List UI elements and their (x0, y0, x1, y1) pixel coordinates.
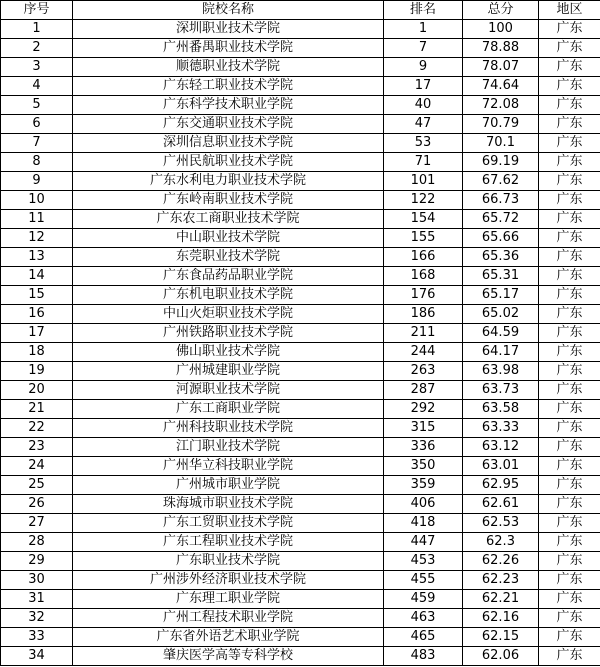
table-row (1, 362, 600, 381)
table-row (1, 324, 600, 343)
cell-rank: 47 (384, 115, 463, 134)
cell-index: 29 (1, 552, 73, 571)
cell-score: 62.26 (463, 552, 539, 571)
cell-name: 广州铁路职业技术学院 (73, 324, 384, 343)
cell-name: 广东省外语艺术职业学院 (73, 628, 384, 647)
cell-region: 广东 (539, 533, 600, 552)
cell-rank: 350 (384, 457, 463, 476)
cell-region: 广东 (539, 191, 600, 210)
table-row (1, 590, 600, 609)
table-row (1, 210, 600, 229)
cell-rank: 459 (384, 590, 463, 609)
cell-region: 广东 (539, 552, 600, 571)
table-row (1, 400, 600, 419)
cell-name: 广东交通职业技术学院 (73, 115, 384, 134)
cell-name: 珠海城市职业技术学院 (73, 495, 384, 514)
cell-name: 广东食品药品职业学院 (73, 267, 384, 286)
table-row (1, 438, 600, 457)
table-row (1, 267, 600, 286)
table-row (1, 115, 600, 134)
cell-score: 67.62 (463, 172, 539, 191)
cell-name: 广东轻工职业技术学院 (73, 77, 384, 96)
header-row (1, 1, 600, 20)
cell-index: 14 (1, 267, 73, 286)
cell-name: 广东岭南职业技术学院 (73, 191, 384, 210)
table-row (1, 609, 600, 628)
cell-score: 63.33 (463, 419, 539, 438)
cell-rank: 122 (384, 191, 463, 210)
cell-index: 8 (1, 153, 73, 172)
cell-index: 5 (1, 96, 73, 115)
cell-rank: 244 (384, 343, 463, 362)
cell-score: 63.12 (463, 438, 539, 457)
table-row (1, 305, 600, 324)
cell-rank: 263 (384, 362, 463, 381)
cell-region: 广东 (539, 381, 600, 400)
cell-score: 63.98 (463, 362, 539, 381)
cell-region: 广东 (539, 590, 600, 609)
cell-region: 广东 (539, 248, 600, 267)
cell-index: 22 (1, 419, 73, 438)
cell-index: 23 (1, 438, 73, 457)
cell-rank: 71 (384, 153, 463, 172)
cell-index: 21 (1, 400, 73, 419)
cell-name: 广州华立科技职业学院 (73, 457, 384, 476)
cell-name: 河源职业技术学院 (73, 381, 384, 400)
cell-index: 16 (1, 305, 73, 324)
cell-name: 广东工贸职业技术学院 (73, 514, 384, 533)
table-row (1, 39, 600, 58)
cell-name: 佛山职业技术学院 (73, 343, 384, 362)
cell-score: 78.07 (463, 58, 539, 77)
cell-region: 广东 (539, 647, 600, 666)
cell-index: 28 (1, 533, 73, 552)
cell-score: 65.72 (463, 210, 539, 229)
cell-name: 广州城市职业学院 (73, 476, 384, 495)
cell-index: 9 (1, 172, 73, 191)
cell-region: 广东 (539, 153, 600, 172)
cell-score: 64.59 (463, 324, 539, 343)
cell-rank: 465 (384, 628, 463, 647)
cell-score: 66.73 (463, 191, 539, 210)
header-region: 地区 (539, 1, 600, 20)
cell-score: 65.66 (463, 229, 539, 248)
cell-rank: 17 (384, 77, 463, 96)
cell-region: 广东 (539, 286, 600, 305)
header-name: 院校名称 (73, 1, 384, 20)
cell-rank: 292 (384, 400, 463, 419)
cell-index: 26 (1, 495, 73, 514)
cell-name: 广州民航职业技术学院 (73, 153, 384, 172)
table-row (1, 153, 600, 172)
cell-region: 广东 (539, 362, 600, 381)
cell-region: 广东 (539, 305, 600, 324)
cell-rank: 453 (384, 552, 463, 571)
cell-region: 广东 (539, 324, 600, 343)
cell-index: 1 (1, 20, 73, 39)
cell-index: 31 (1, 590, 73, 609)
cell-region: 广东 (539, 58, 600, 77)
cell-name: 广东农工商职业技术学院 (73, 210, 384, 229)
cell-score: 69.19 (463, 153, 539, 172)
cell-name: 广东水利电力职业技术学院 (73, 172, 384, 191)
cell-name: 深圳职业技术学院 (73, 20, 384, 39)
cell-index: 4 (1, 77, 73, 96)
cell-score: 63.01 (463, 457, 539, 476)
cell-index: 10 (1, 191, 73, 210)
cell-rank: 418 (384, 514, 463, 533)
cell-score: 63.58 (463, 400, 539, 419)
cell-name: 广东工程职业技术学院 (73, 533, 384, 552)
cell-rank: 40 (384, 96, 463, 115)
cell-rank: 101 (384, 172, 463, 191)
cell-rank: 155 (384, 229, 463, 248)
cell-score: 70.1 (463, 134, 539, 153)
cell-score: 100 (463, 20, 539, 39)
cell-region: 广东 (539, 628, 600, 647)
cell-name: 广东工商职业学院 (73, 400, 384, 419)
cell-index: 11 (1, 210, 73, 229)
cell-region: 广东 (539, 495, 600, 514)
cell-index: 6 (1, 115, 73, 134)
cell-index: 2 (1, 39, 73, 58)
table-row (1, 58, 600, 77)
cell-score: 62.23 (463, 571, 539, 590)
cell-index: 20 (1, 381, 73, 400)
cell-name: 广东科学技术职业学院 (73, 96, 384, 115)
cell-region: 广东 (539, 514, 600, 533)
cell-score: 65.36 (463, 248, 539, 267)
cell-region: 广东 (539, 419, 600, 438)
cell-rank: 186 (384, 305, 463, 324)
cell-index: 27 (1, 514, 73, 533)
cell-score: 64.17 (463, 343, 539, 362)
cell-index: 30 (1, 571, 73, 590)
table-row (1, 628, 600, 647)
cell-score: 62.21 (463, 590, 539, 609)
cell-region: 广东 (539, 229, 600, 248)
cell-rank: 463 (384, 609, 463, 628)
cell-index: 15 (1, 286, 73, 305)
cell-index: 25 (1, 476, 73, 495)
cell-score: 62.16 (463, 609, 539, 628)
cell-rank: 287 (384, 381, 463, 400)
cell-index: 33 (1, 628, 73, 647)
cell-name: 广州涉外经济职业技术学院 (73, 571, 384, 590)
table-row (1, 647, 600, 666)
cell-rank: 336 (384, 438, 463, 457)
cell-score: 78.88 (463, 39, 539, 58)
cell-rank: 154 (384, 210, 463, 229)
cell-index: 7 (1, 134, 73, 153)
cell-index: 24 (1, 457, 73, 476)
table-row (1, 419, 600, 438)
cell-rank: 455 (384, 571, 463, 590)
cell-score: 72.08 (463, 96, 539, 115)
header-score: 总分 (463, 1, 539, 20)
cell-region: 广东 (539, 172, 600, 191)
table-row (1, 134, 600, 153)
table-row (1, 381, 600, 400)
table-row (1, 476, 600, 495)
cell-rank: 7 (384, 39, 463, 58)
cell-region: 广东 (539, 96, 600, 115)
cell-score: 62.15 (463, 628, 539, 647)
cell-rank: 211 (384, 324, 463, 343)
table-row (1, 343, 600, 362)
cell-name: 广州城建职业学院 (73, 362, 384, 381)
cell-index: 19 (1, 362, 73, 381)
cell-region: 广东 (539, 267, 600, 286)
cell-region: 广东 (539, 39, 600, 58)
cell-region: 广东 (539, 476, 600, 495)
table-row (1, 457, 600, 476)
cell-rank: 1 (384, 20, 463, 39)
cell-score: 65.17 (463, 286, 539, 305)
cell-score: 62.53 (463, 514, 539, 533)
cell-rank: 447 (384, 533, 463, 552)
cell-index: 34 (1, 647, 73, 666)
table-row (1, 172, 600, 191)
cell-name: 中山职业技术学院 (73, 229, 384, 248)
table-row (1, 248, 600, 267)
cell-score: 63.73 (463, 381, 539, 400)
cell-score: 65.02 (463, 305, 539, 324)
cell-region: 广东 (539, 400, 600, 419)
cell-region: 广东 (539, 134, 600, 153)
cell-score: 62.3 (463, 533, 539, 552)
cell-rank: 406 (384, 495, 463, 514)
header-index: 序号 (1, 1, 73, 20)
cell-index: 32 (1, 609, 73, 628)
cell-region: 广东 (539, 609, 600, 628)
cell-name: 广东职业技术学院 (73, 552, 384, 571)
cell-score: 62.61 (463, 495, 539, 514)
cell-name: 江门职业技术学院 (73, 438, 384, 457)
table-row (1, 514, 600, 533)
cell-region: 广东 (539, 77, 600, 96)
cell-region: 广东 (539, 115, 600, 134)
cell-name: 中山火炬职业技术学院 (73, 305, 384, 324)
cell-score: 74.64 (463, 77, 539, 96)
cell-rank: 166 (384, 248, 463, 267)
cell-name: 东莞职业技术学院 (73, 248, 384, 267)
cell-index: 13 (1, 248, 73, 267)
table-row (1, 191, 600, 210)
cell-score: 70.79 (463, 115, 539, 134)
cell-region: 广东 (539, 343, 600, 362)
cell-name: 广东理工职业学院 (73, 590, 384, 609)
cell-score: 62.06 (463, 647, 539, 666)
table-row (1, 571, 600, 590)
cell-rank: 176 (384, 286, 463, 305)
cell-name: 广州科技职业技术学院 (73, 419, 384, 438)
cell-rank: 168 (384, 267, 463, 286)
cell-score: 62.95 (463, 476, 539, 495)
cell-rank: 483 (384, 647, 463, 666)
cell-rank: 9 (384, 58, 463, 77)
cell-name: 广东机电职业技术学院 (73, 286, 384, 305)
table-row (1, 495, 600, 514)
cell-name: 顺德职业技术学院 (73, 58, 384, 77)
cell-index: 17 (1, 324, 73, 343)
cell-region: 广东 (539, 571, 600, 590)
table-row (1, 96, 600, 115)
table-row (1, 77, 600, 96)
cell-index: 12 (1, 229, 73, 248)
cell-name: 广州工程技术职业学院 (73, 609, 384, 628)
table-row (1, 20, 600, 39)
header-rank: 排名 (384, 1, 463, 20)
table-body (1, 20, 600, 666)
cell-region: 广东 (539, 210, 600, 229)
cell-rank: 315 (384, 419, 463, 438)
table-row (1, 533, 600, 552)
cell-index: 3 (1, 58, 73, 77)
cell-region: 广东 (539, 20, 600, 39)
table-row (1, 286, 600, 305)
cell-score: 65.31 (463, 267, 539, 286)
cell-name: 深圳信息职业技术学院 (73, 134, 384, 153)
cell-name: 肇庆医学高等专科学校 (73, 647, 384, 666)
cell-region: 广东 (539, 457, 600, 476)
cell-index: 18 (1, 343, 73, 362)
cell-rank: 359 (384, 476, 463, 495)
cell-region: 广东 (539, 438, 600, 457)
table-row (1, 229, 600, 248)
cell-rank: 53 (384, 134, 463, 153)
cell-name: 广州番禺职业技术学院 (73, 39, 384, 58)
table-row (1, 552, 600, 571)
